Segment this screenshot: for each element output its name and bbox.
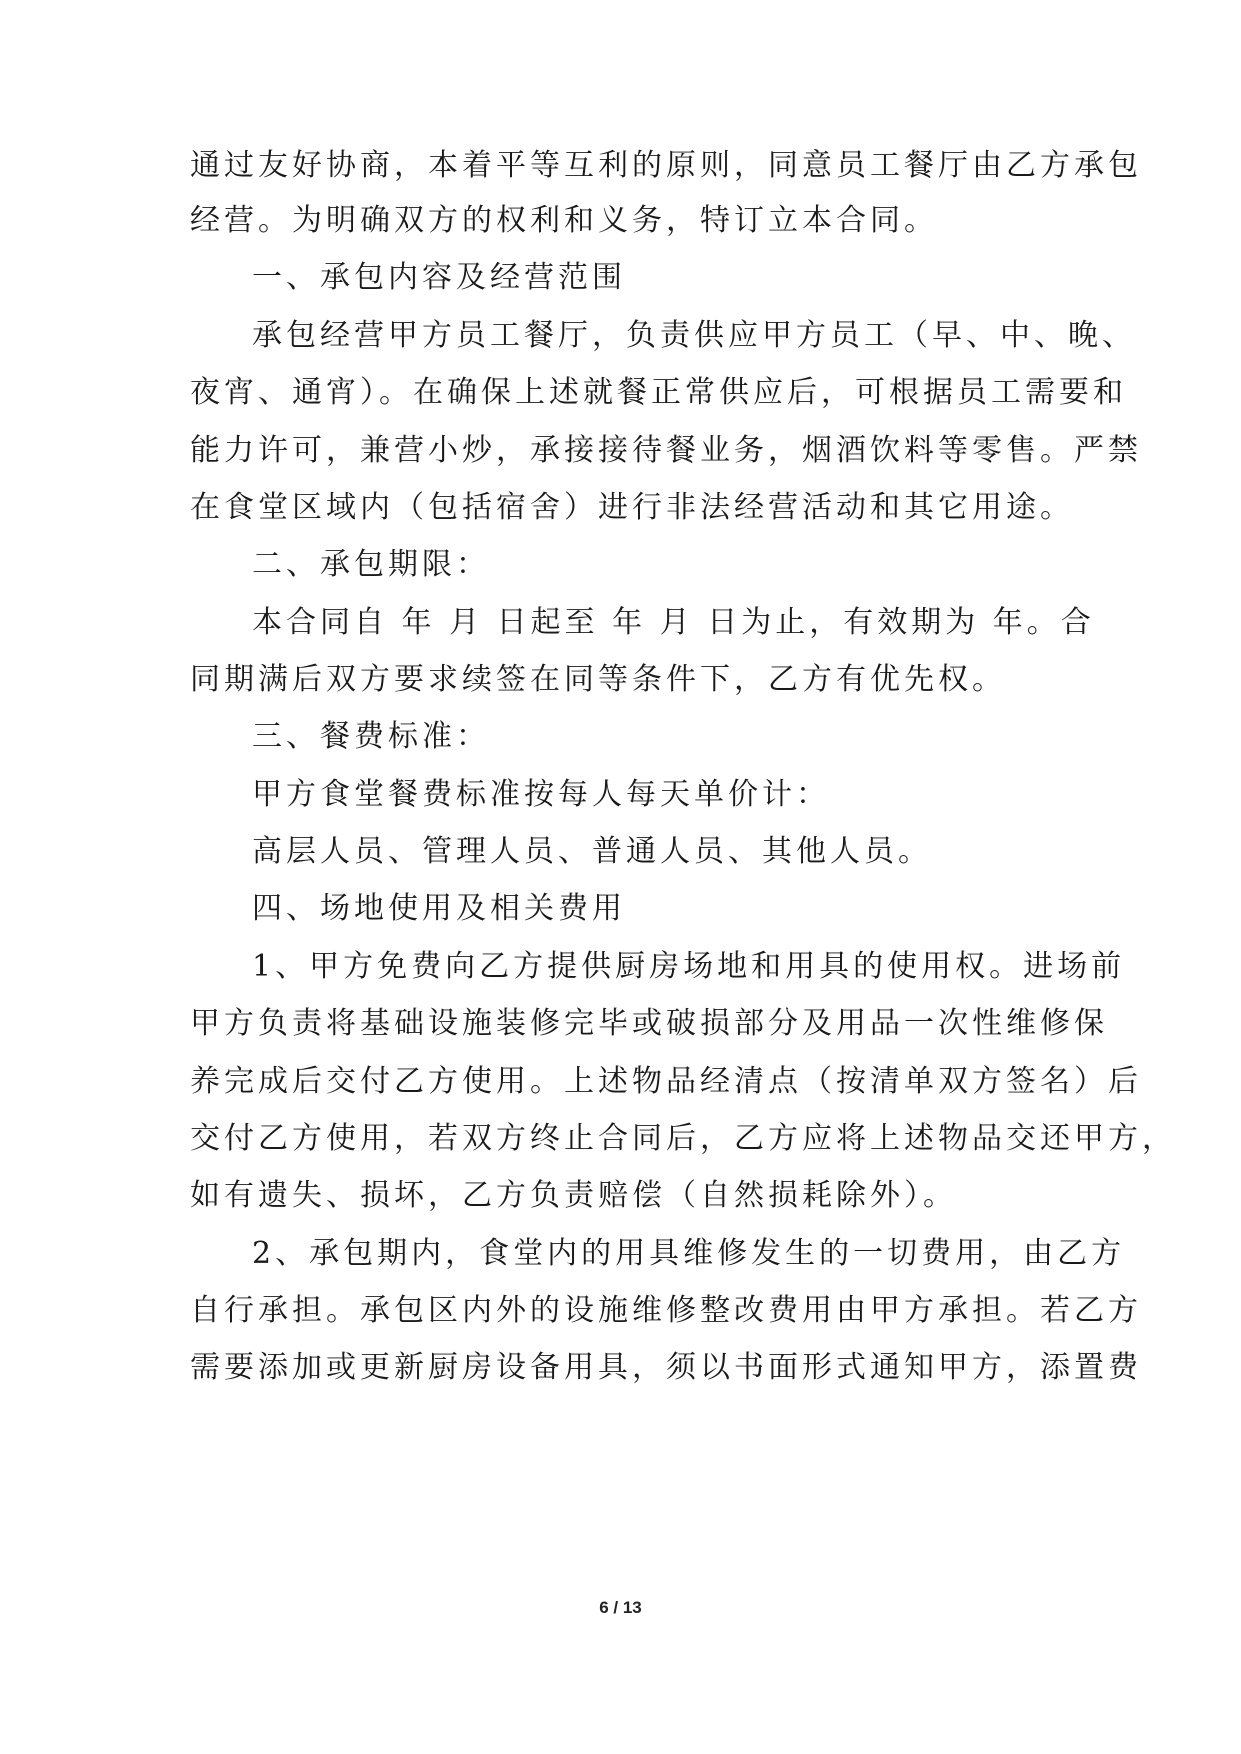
text-line: 自行承担。承包区内外的设施维修整改费用由甲方承担。若乙方 (190, 1293, 1142, 1328)
text-line: 经营。为明确双方的权利和义务，特订立本合同。 (190, 203, 938, 238)
text-line: 养完成后交付乙方使用。上述物品经清点（按清单双方签名）后 (190, 1064, 1142, 1099)
section-heading: 二、承包期限： (252, 547, 490, 582)
text-line: 2、承包期内，食堂内的用具维修发生的一切费用，由乙方 (252, 1236, 1126, 1271)
text-line: 高层人员、管理人员、普通人员、其他人员。 (252, 834, 932, 869)
text-line: 承包经营甲方员工餐厅，负责供应甲方员工（早、中、晚、 (252, 318, 1136, 353)
text-line: 甲方负责将基础设施装修完毕或破损部分及用品一次性维修保 (190, 1006, 1108, 1041)
text-line: 1、甲方免费向乙方提供厨房场地和用具的使用权。进场前 (252, 949, 1126, 984)
text-line: 如有遗失、损坏，乙方负责赔偿（自然损耗除外）。 (190, 1178, 957, 1213)
text-line: 甲方食堂餐费标准按每人每天单价计： (252, 777, 830, 812)
section-heading: 四、场地使用及相关费用 (252, 891, 626, 926)
text-line: 能力许可，兼营小炒，承接接待餐业务，烟酒饮料等零售。严禁 (190, 433, 1142, 468)
text-line: 在食堂区域内（包括宿舍）进行非法经营活动和其它用途。 (190, 490, 1074, 525)
text-line: 夜宵、通宵）。在确保上述就餐正常供应后，可根据员工需要和 (190, 375, 1127, 410)
text-line: 同期满后双方要求续签在同等条件下，乙方有优先权。 (190, 662, 1006, 697)
text-line: 本合同自 年 月 日起至 年 月 日为止，有效期为 年。合 (252, 605, 1095, 640)
section-heading: 三、餐费标准： (252, 719, 490, 754)
text-line: 通过友好协商，本着平等互利的原则，同意员工餐厅由乙方承包 (190, 148, 1142, 183)
page-number: 6 / 13 (599, 1598, 642, 1617)
section-heading: 一、承包内容及经营范围 (252, 260, 626, 295)
text-line: 需要添加或更新厨房设备用具，须以书面形式通知甲方，添置费 (190, 1350, 1142, 1385)
text-line: 交付乙方使用，若双方终止合同后，乙方应将上述物品交还甲方， (190, 1121, 1176, 1156)
